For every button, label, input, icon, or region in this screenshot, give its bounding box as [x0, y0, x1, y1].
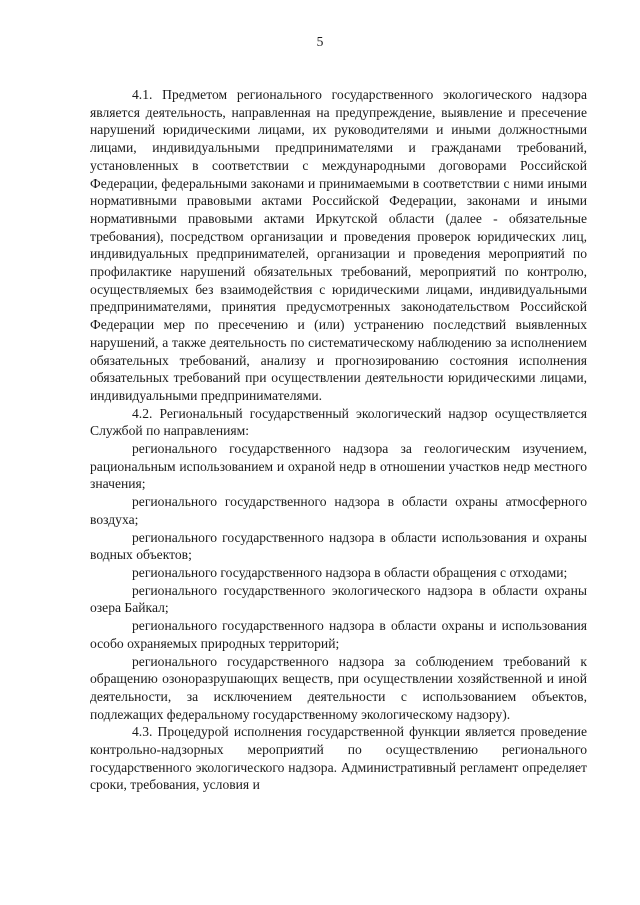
- list-item-protected-areas: регионального государственного надзора в области охраны и использования особо охраняемых природных территорий;: [90, 618, 587, 651]
- document-body: [90, 86, 587, 794]
- list-item-waste: регионального государственного надзора в области обращения с отходами;: [132, 564, 568, 580]
- list-item-ozone: регионального государственного надзора за соблюдением требований к обращению озоноразрушающих веществ, при осуществлении хозяйственной и иной деятельности, за исключением деятельности с использованием объектов, подлежащих федеральному государственному экологическому надзору).: [90, 653, 587, 722]
- list-item-subsoil: регионального государственного надзора за геологическим изучением, рациональным использованием и охраной недр в отношении участков недр местного значения;: [90, 441, 587, 492]
- page-number: 5: [316, 34, 324, 49]
- paragraph-4-3: 4.3. Процедурой исполнения государственной функции является проведение контрольно-надзорных мероприятий по осуществлению регионального государственного экологического надзора. Административный регламент определяет сроки, требования, условия и: [90, 724, 587, 793]
- list-item-water: регионального государственного надзора в области использования и охраны водных объектов;: [90, 529, 587, 563]
- list-item-air: регионального государственного надзора в области охраны атмосферного воздуха;: [90, 494, 587, 527]
- paragraph-4-2: 4.2. Региональный государственный экологический надзор осуществляется Службой по направлениям:: [90, 405, 587, 439]
- paragraph-4-1: 4.1. Предметом регионального государственного экологического надзора является деятельность, направленная на предупреждение, выявление и пресечение нарушений юридическими лицами, их руководителями и иными должностными лицами, индивидуальными предпринимателями и гражданами требований, установленных в соответствии с международными договорами Российской Федерации, федеральными законами и принимаемыми в соответствии с ними иными нормативными правовыми актами Российской Федерации, законами и иными нормативными правовыми актами Иркутской области (далее - обязательные требования), посредством организации и проведения проверок юридических лиц, индивидуальных предпринимателей, организации и проведения мероприятий по профилактике нарушений обязательных требований, мероприятий по контролю, осуществляемых без взаимодействия с юридическими лицами, индивидуальными предпринимателями, принятия предусмотренных законодательством Российской Федерации мер по пресечению и (или) устранению последствий выявленных нарушений, а также деятельность по систематическому наблюдению за исполнением обязательных требований, анализу и прогнозированию состояния исполнения обязательных требований при осуществлении деятельности юридическими лицами, индивидуальными предпринимателями.: [90, 87, 587, 403]
- list-item-baikal: регионального государственного экологического надзора в области охраны озера Байкал;: [90, 582, 587, 616]
